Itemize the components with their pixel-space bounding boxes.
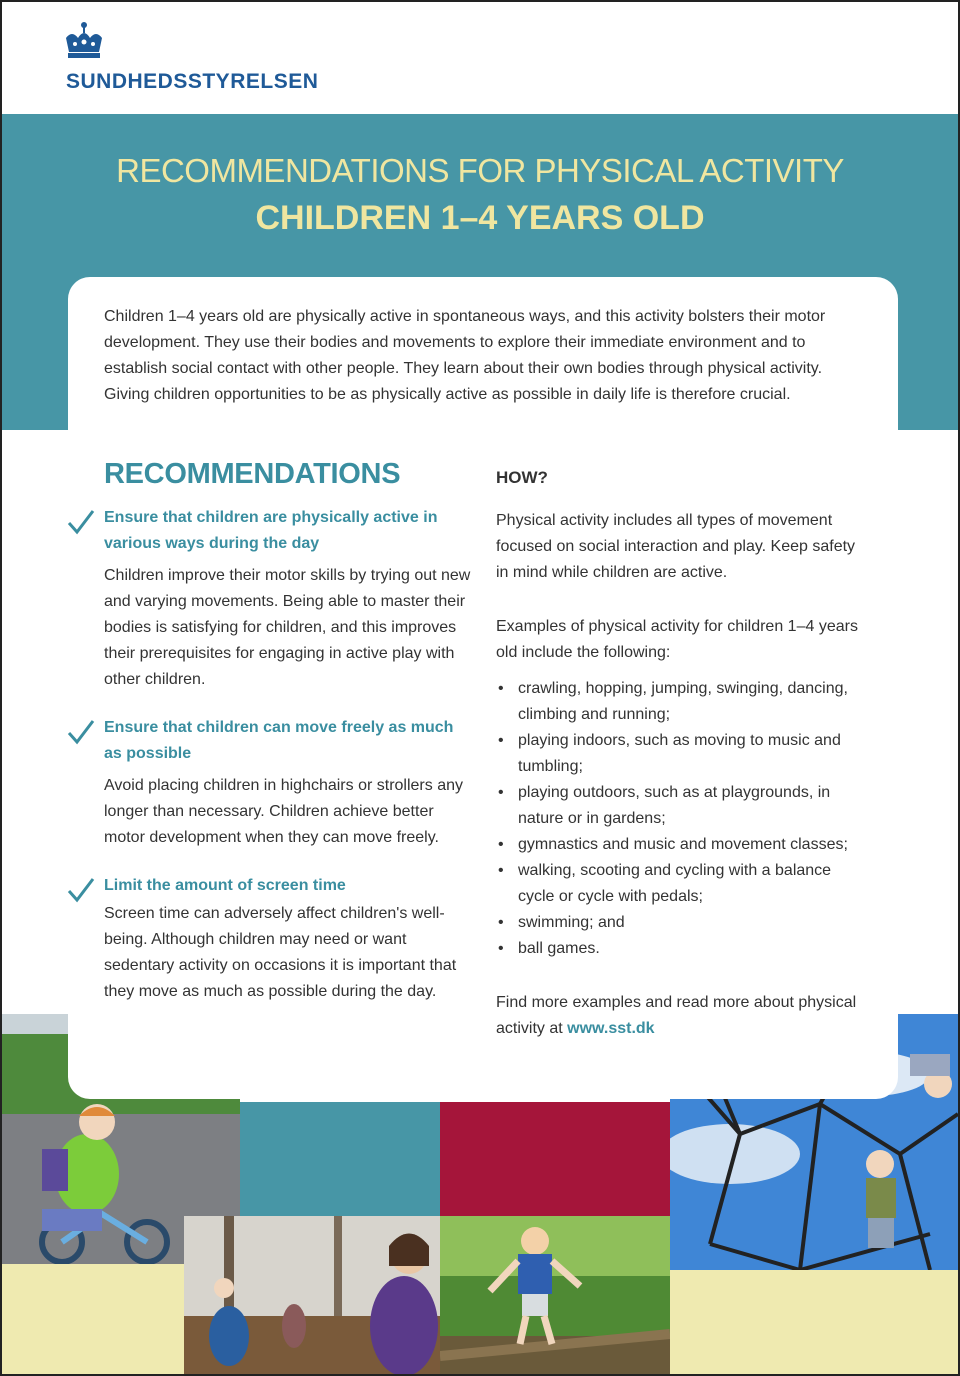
recommendation-body: Children improve their motor skills by trying out new and varying movements. Being able to master their bodies is satisfying for children, and this improves their prerequisites for engaging in active play with other children. bbox=[104, 567, 471, 688]
recommendation-title: Ensure that children are physically active in various ways during the day bbox=[104, 509, 438, 552]
recommendation-item bbox=[104, 873, 474, 1005]
examples-list bbox=[496, 676, 866, 962]
recommendation-body: Screen time can adversely affect children's well-being. Although children may need or want sedentary activity on occasions it is important that they move as much as possible during the day. bbox=[104, 905, 457, 1000]
recommendation-title: Limit the amount of screen time bbox=[104, 877, 346, 894]
list-item: • ball games. bbox=[496, 936, 866, 962]
how-section bbox=[496, 468, 866, 1070]
how-paragraph: Physical activity includes all types of movement focused on social interaction and play. Keep safety in mind while children are active. bbox=[496, 512, 856, 581]
list-item: • walking, scooting and cycling with a balance cycle or cycle with pedals; bbox=[496, 858, 866, 910]
list-item: • crawling, hopping, jumping, swinging, dancing, climbing and running; bbox=[496, 676, 866, 728]
list-item: • gymnastics and music and movement classes; bbox=[496, 832, 866, 858]
checkmark-icon bbox=[66, 717, 96, 747]
checkmark-icon bbox=[66, 507, 96, 537]
crown-icon bbox=[62, 20, 106, 64]
crimson-tile bbox=[440, 1102, 670, 1216]
cream-tile-right bbox=[670, 1270, 958, 1374]
cream-tile-left bbox=[2, 1264, 184, 1374]
page-subtitle: CHILDREN 1–4 YEARS OLD bbox=[255, 199, 705, 237]
recommendation-item bbox=[104, 715, 474, 851]
more-info-text: Find more examples and read more about physical activity at bbox=[496, 994, 857, 1037]
recommendations-heading: RECOMMENDATIONS bbox=[104, 458, 401, 490]
sst-link[interactable]: www.sst.dk bbox=[567, 1020, 655, 1037]
examples-intro: Examples of physical activity for children 1–4 years old include the following: bbox=[496, 618, 858, 661]
page-title: RECOMMENDATIONS FOR PHYSICAL ACTIVITY bbox=[116, 152, 844, 189]
brand-name: SUNDHEDSSTYRELSEN bbox=[66, 70, 319, 93]
recommendation-title: Ensure that children can move freely as much as possible bbox=[104, 719, 454, 762]
more-info bbox=[496, 990, 866, 1042]
photo-child-logs bbox=[440, 1216, 670, 1374]
recommendation-item bbox=[104, 505, 474, 693]
recommendations-section bbox=[104, 458, 474, 1027]
list-item: • playing outdoors, such as at playgrounds, in nature or in gardens; bbox=[496, 780, 866, 832]
list-item: • swimming; and bbox=[496, 910, 866, 936]
teal-tile bbox=[240, 1102, 440, 1216]
how-heading: HOW? bbox=[496, 468, 548, 487]
intro-paragraph: Children 1–4 years old are physically active in spontaneous ways, and this activity bolsters their motor development. They use their bodies and movements to explore their immediate environment and to establish social contact with other people. They learn about their own bodies through physical activity. Giving children opportunities to be as physically active as possible in daily life is therefore crucial. bbox=[104, 308, 826, 403]
photo-children-woods bbox=[184, 1216, 440, 1374]
list-item: • playing indoors, such as moving to music and tumbling; bbox=[496, 728, 866, 780]
checkmark-icon bbox=[66, 875, 96, 905]
recommendation-body: Avoid placing children in highchairs or strollers any longer than necessary. Children achieve better motor development when they can move freely. bbox=[104, 777, 463, 846]
